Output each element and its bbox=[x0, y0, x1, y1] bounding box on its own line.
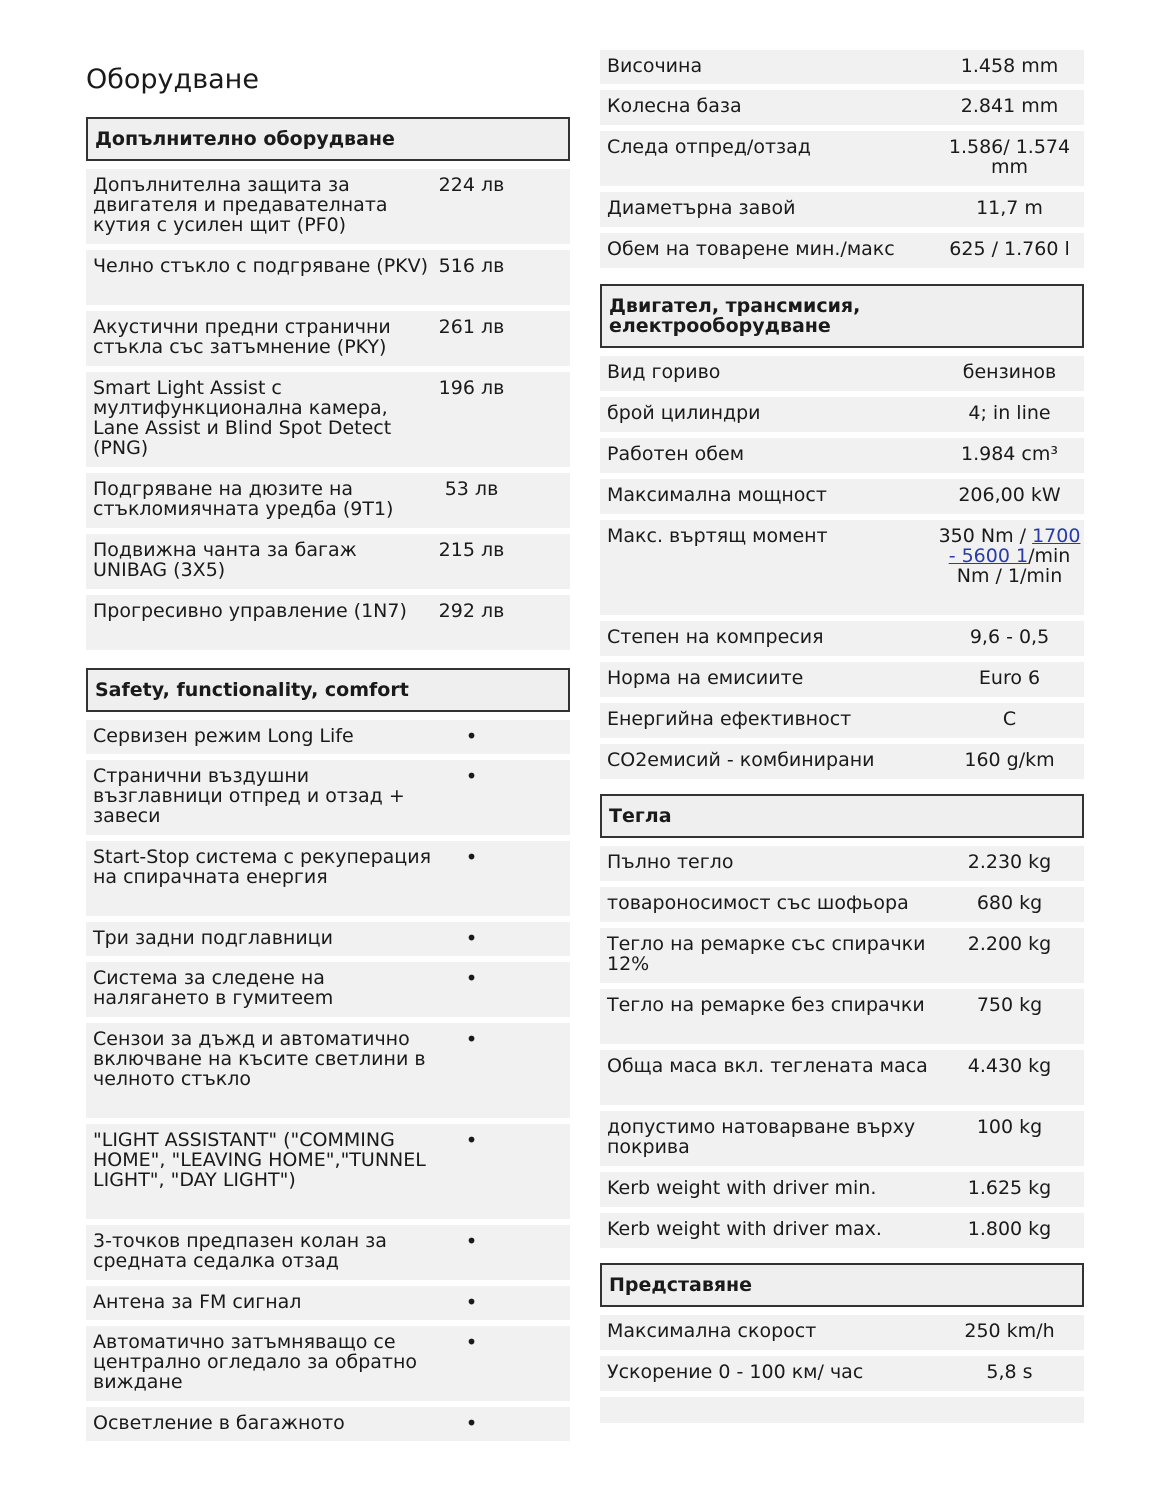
item-label: 3-точков предпазен колан за средната седалка отзад bbox=[93, 1230, 387, 1272]
table-row bbox=[600, 1111, 1084, 1166]
row-label: Обща маса вкл. теглената маса bbox=[607, 1055, 928, 1077]
list-item bbox=[86, 595, 570, 650]
row-label: Енергийна ефективност bbox=[607, 708, 852, 730]
bullet-icon: • bbox=[465, 724, 478, 748]
row-value: 625 / 1.760 l bbox=[949, 238, 1070, 260]
row-label: Вид гориво bbox=[607, 361, 721, 383]
left-column bbox=[86, 0, 570, 1447]
row-value: 1.800 kg bbox=[967, 1218, 1052, 1240]
list-item bbox=[86, 534, 570, 589]
bullet-icon: • bbox=[465, 1027, 478, 1051]
table-row bbox=[600, 479, 1084, 514]
item-label: Челно стъкло с подгряване (PKV) bbox=[93, 255, 429, 277]
table-row bbox=[600, 520, 1084, 615]
table-row bbox=[600, 703, 1084, 738]
item-label: Подгряване на дюзите на стъкломиячната уредба (9T1) bbox=[93, 478, 394, 520]
bullet-icon: • bbox=[465, 1411, 478, 1435]
table-row bbox=[600, 744, 1084, 779]
item-label: Сензои за дъжд и автоматично включване на късите светлини в челното стъкло bbox=[93, 1028, 426, 1090]
bullet-icon: • bbox=[465, 1330, 478, 1354]
list-item bbox=[86, 311, 570, 366]
item-price: 196 лв bbox=[438, 377, 505, 399]
performance-list bbox=[600, 1315, 1084, 1423]
item-label: Три задни подглавници bbox=[93, 927, 333, 949]
table-row bbox=[600, 662, 1084, 697]
row-label: Тегло на ремарке със спирачки 12% bbox=[607, 933, 926, 975]
row-value: 100 kg bbox=[976, 1116, 1043, 1138]
row-value: 206,00 kW bbox=[958, 484, 1061, 506]
item-label: Система за следене на налягането в гумитееm bbox=[93, 967, 334, 1009]
table-row bbox=[600, 233, 1084, 268]
row-label: CO2емисий - комбинирани bbox=[607, 749, 875, 771]
right-column bbox=[600, 50, 1084, 1429]
item-label: Акустични предни странични стъкла със затъмнение (PKY) bbox=[93, 316, 391, 358]
row-label: Обем на товарене мин./макс bbox=[607, 238, 895, 260]
list-item bbox=[86, 1407, 570, 1441]
item-price: 224 лв bbox=[438, 174, 505, 196]
bullet-icon: • bbox=[465, 966, 478, 990]
row-label: допустимо натоварване върху покрива bbox=[607, 1116, 916, 1158]
item-label: Странични въздушни възглавници отпред и отзад + завеси bbox=[93, 765, 405, 827]
table-row bbox=[600, 192, 1084, 227]
table-row bbox=[600, 1172, 1084, 1207]
row-label: Норма на емисиите bbox=[607, 667, 804, 689]
row-value: 2.200 kg bbox=[967, 933, 1052, 955]
row-value: 1.625 kg bbox=[967, 1177, 1052, 1199]
table-row bbox=[600, 1050, 1084, 1105]
row-value: 9,6 - 0,5 bbox=[969, 626, 1050, 648]
table-row bbox=[600, 989, 1084, 1044]
list-item bbox=[86, 720, 570, 754]
optional-equipment-list bbox=[86, 169, 570, 650]
table-row bbox=[600, 846, 1084, 881]
row-label: Макс. въртящ момент bbox=[607, 525, 828, 547]
row-value: 1.984 cm³ bbox=[960, 443, 1058, 465]
list-item bbox=[86, 473, 570, 528]
row-label: Пълно тегло bbox=[607, 851, 734, 873]
list-item bbox=[86, 250, 570, 305]
table-row bbox=[600, 438, 1084, 473]
list-item bbox=[86, 841, 570, 916]
item-price: 261 лв bbox=[438, 316, 505, 338]
safety-list bbox=[86, 720, 570, 1441]
table-row bbox=[600, 1213, 1084, 1248]
list-item bbox=[86, 1286, 570, 1320]
list-item bbox=[86, 922, 570, 956]
row-value: 680 kg bbox=[976, 892, 1043, 914]
item-price: 292 лв bbox=[438, 600, 505, 622]
item-label: Подвижна чанта за багаж UNIBAG (3X5) bbox=[93, 539, 357, 581]
row-label: Тегло на ремарке без спирачки bbox=[607, 994, 925, 1016]
bullet-icon: • bbox=[465, 1128, 478, 1152]
row-value: 250 km/h bbox=[964, 1320, 1055, 1342]
table-row bbox=[600, 397, 1084, 432]
table-row bbox=[600, 928, 1084, 983]
row-label: Kerb weight with driver min. bbox=[607, 1177, 877, 1199]
row-value: 4; in line bbox=[968, 402, 1051, 424]
table-row bbox=[600, 131, 1084, 186]
torque-value-start: 350 Nm / bbox=[938, 525, 1027, 547]
row-label: товароносимост със шофьора bbox=[607, 892, 909, 914]
torque-rpm-link[interactable]: 1700 - 5600 1 bbox=[948, 525, 1081, 567]
item-label: Прогресивно управление (1N7) bbox=[93, 600, 407, 622]
item-label: "LIGHT ASSISTANT" ("COMMING HOME", "LEAVING HOME","TUNNEL LIGHT", "DAY LIGHT") bbox=[93, 1129, 426, 1191]
performance-header: Представяне bbox=[600, 1263, 1084, 1307]
table-row bbox=[600, 50, 1084, 84]
table-row bbox=[600, 1315, 1084, 1350]
row-label: брой цилиндри bbox=[607, 402, 761, 424]
row-label: Ускорение 0 - 100 км/ час bbox=[607, 1361, 864, 1383]
item-label: Осветление в багажното bbox=[93, 1412, 345, 1434]
page-title: Оборудване bbox=[86, 64, 259, 95]
list-item bbox=[86, 1124, 570, 1219]
dimensions-list bbox=[600, 50, 1084, 268]
table-row bbox=[600, 90, 1084, 125]
table-row bbox=[600, 356, 1084, 391]
row-value: C bbox=[1002, 708, 1017, 730]
table-row bbox=[600, 621, 1084, 656]
row-value: 2.841 mm bbox=[960, 95, 1059, 117]
bullet-icon: • bbox=[465, 764, 478, 788]
torque-value-end: /min Nm / 1/min bbox=[956, 545, 1071, 587]
item-label: Сервизен режим Long Life bbox=[93, 725, 354, 747]
list-item bbox=[86, 1225, 570, 1280]
bullet-icon: • bbox=[465, 1229, 478, 1253]
row-value: 5,8 s bbox=[986, 1361, 1033, 1383]
row-label: Колесна база bbox=[607, 95, 742, 117]
bullet-icon: • bbox=[465, 1290, 478, 1314]
item-label: Допълнителна защита за двигателя и предавателната кутия с усилен щит (PF0) bbox=[93, 174, 388, 236]
row-value: 1.586/ 1.574 mm bbox=[948, 136, 1071, 178]
row-label: Диаметърна завой bbox=[607, 197, 796, 219]
list-item bbox=[86, 962, 570, 1017]
item-label: Антена за FM сигнал bbox=[93, 1291, 302, 1313]
row-label: Степен на компресия bbox=[607, 626, 824, 648]
list-item bbox=[86, 1326, 570, 1401]
bullet-icon: • bbox=[465, 926, 478, 950]
row-label: Максимална мощност bbox=[607, 484, 827, 506]
list-item bbox=[86, 169, 570, 244]
row-value: 1.458 mm bbox=[960, 55, 1059, 77]
optional-equipment-header: Допълнително оборудване bbox=[86, 117, 570, 161]
item-label: Start-Stop система с рекуперация на спирачната енергия bbox=[93, 846, 432, 888]
weight-header: Тегла bbox=[600, 794, 1084, 838]
engine-list bbox=[600, 356, 1084, 779]
item-price: 516 лв bbox=[438, 255, 505, 277]
item-price: 215 лв bbox=[438, 539, 505, 561]
row-value: Euro 6 bbox=[978, 667, 1041, 689]
row-value: 2.230 kg bbox=[967, 851, 1052, 873]
list-item bbox=[86, 760, 570, 835]
row-label: Максимална скорост bbox=[607, 1320, 817, 1342]
row-value: 750 kg bbox=[976, 994, 1043, 1016]
weight-list bbox=[600, 846, 1084, 1248]
item-price: 53 лв bbox=[444, 478, 499, 500]
row-label: Следа отпред/отзад bbox=[607, 136, 811, 158]
row-value: 11,7 m bbox=[976, 197, 1043, 219]
item-label: Автоматично затъмняващо се централно огледало за обратно виждане bbox=[93, 1331, 418, 1393]
list-item bbox=[86, 372, 570, 467]
table-row bbox=[600, 887, 1084, 922]
row-value: 160 g/km bbox=[964, 749, 1055, 771]
row-label: Kerb weight with driver max. bbox=[607, 1218, 882, 1240]
item-label: Smart Light Assist с мултифункционална камера, Lane Assist и Blind Spot Detect (PNG) bbox=[93, 377, 392, 459]
torque-value bbox=[935, 526, 1084, 586]
row-label: Височина bbox=[607, 55, 703, 77]
row-label: Работен обем bbox=[607, 443, 745, 465]
engine-header: Двигател, трансмисия, електрооборудване bbox=[600, 284, 1084, 348]
row-value: 4.430 kg bbox=[967, 1055, 1052, 1077]
table-row-empty bbox=[600, 1397, 1084, 1423]
table-row bbox=[600, 1356, 1084, 1391]
list-item bbox=[86, 1023, 570, 1118]
safety-header: Safety, functionality, comfort bbox=[86, 668, 570, 712]
row-value: бензинов bbox=[962, 361, 1057, 383]
bullet-icon: • bbox=[465, 845, 478, 869]
